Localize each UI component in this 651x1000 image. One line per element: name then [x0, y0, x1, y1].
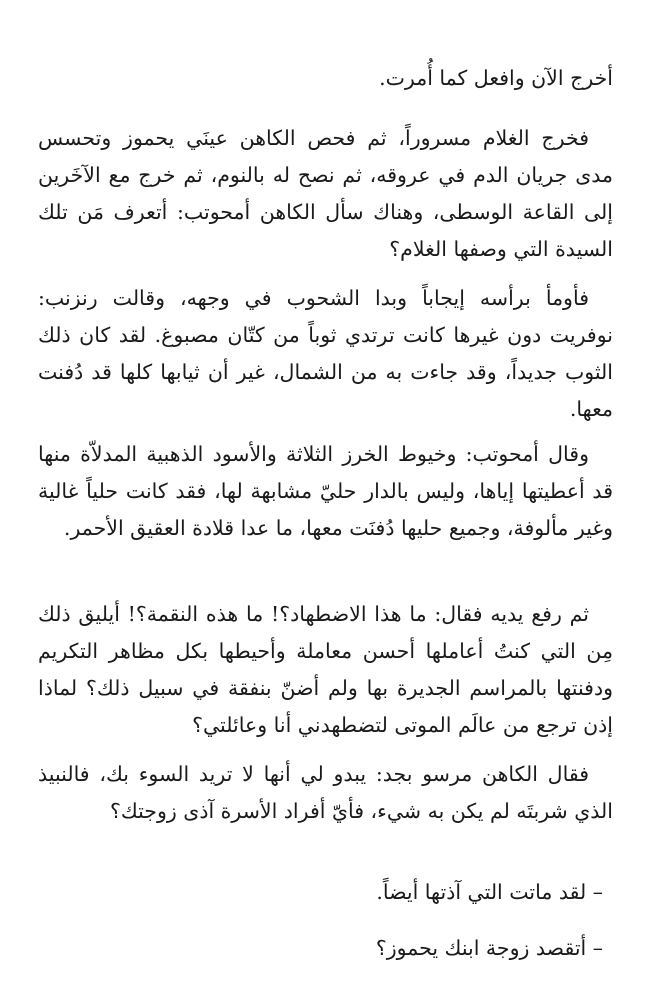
paragraph-1: أخرج الآن وافعل كما أُمرت.	[379, 66, 613, 90]
paragraph-5: ثم رفع يديه فقال: ما هذا الاضطهاد؟! ما هذه النقمة؟! أيليق ذلك مِن التي كنتُ أعاملها أحسن معاملة وأحيطها بكل مظاهر التكريم ودفنتها بالمراسم الجديرة بها ولم أضنّ بنفقة في سبيل ذلك؟ لماذا إذن ترجع من عالَم الموتى لتضطهدني أنا وعائلتي؟	[38, 602, 613, 737]
paragraph-3: فأومأ برأسه إيجاباً وبدا الشحوب في وجهه، وقالت رنزنب: نوفريت دون غيرها كانت ترتدي ثوباً من كتّان مصبوغ. لقد كان ذلك الثوب جديداً، وقد جاءت به من الشمال، غير أن ثيابها كلها قد دُفنت معها.	[38, 286, 613, 421]
paragraph-4: وقال أمحوتب: وخيوط الخرز الثلاثة والأسود الذهبية المدلاّة منها قد أعطيتها إياها، وليس بالدار حليّ مشابهة لها، فقد كانت حلياً غالية وغير مألوفة، وجميع حليها دُفنَت معها، ما عدا قلادة العقيق الأحمر.	[38, 442, 613, 540]
paragraph-2: فخرج الغلام مسروراً، ثم فحص الكاهن عينَي يحموز وتحسس مدى جريان الدم في عروقه، ثم نصح له بالنوم، ثم خرج مع الآخَرين إلى القاعة الوسطى، وهناك سأل الكاهن أمحوتب: أتعرف مَن تلك السيدة التي وصفها الغلام؟	[38, 126, 613, 261]
paragraph-6: فقال الكاهن مرسو بجد: يبدو لي أنها لا تريد السوء بك، فالنبيذ الذي شربتَه لم يكن به شيء، فأيّ أفراد الأسرة آذى زوجتك؟	[38, 762, 613, 823]
dialog-line-1: – لقد ماتت التي آذتها أيضاً.	[376, 880, 603, 904]
dialog-line-2: – أتقصد زوجة ابنك يحموز؟	[375, 936, 603, 960]
